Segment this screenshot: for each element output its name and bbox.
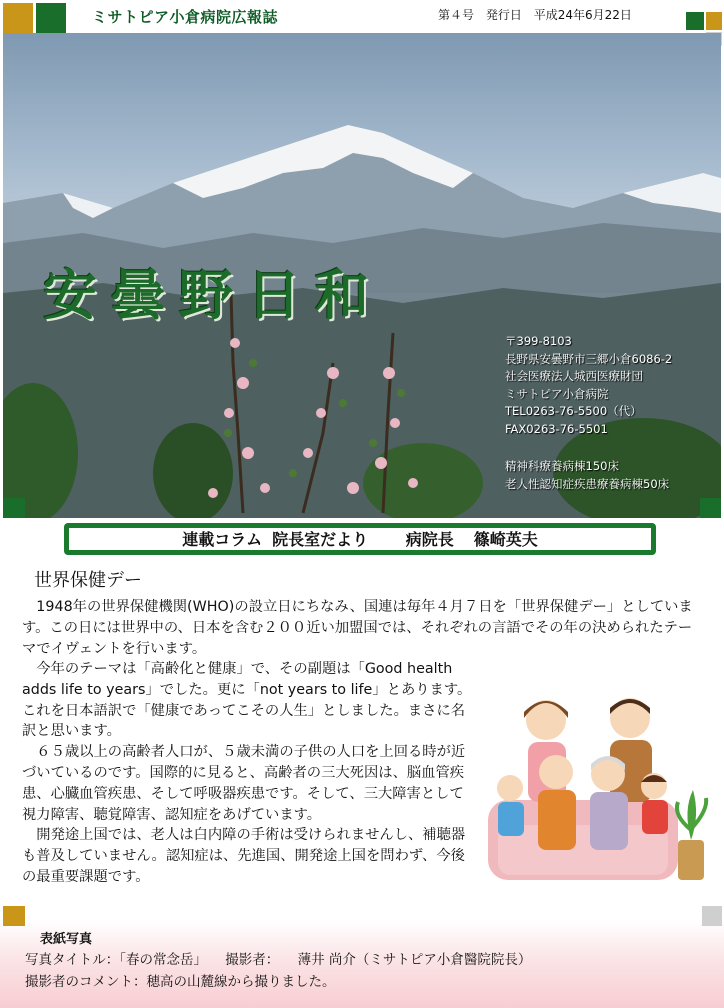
corner-deco-green-right — [686, 12, 704, 30]
bed-line: 精神科療養病棟150床 — [505, 459, 619, 473]
corner-deco-gold-bl — [3, 906, 25, 926]
cover-photo-title-line — [25, 948, 545, 968]
corner-deco-green — [36, 3, 66, 33]
photographer-comment: 撮影者のコメント：穂高の山麓線から撮りました。 — [25, 974, 336, 990]
column-series: 連載コラム — [182, 530, 263, 549]
cover-photo-credit — [0, 920, 724, 1008]
address-line: 〒399-8103 — [505, 334, 572, 348]
column-banner — [64, 523, 656, 555]
corner-deco-gold — [3, 3, 33, 33]
author-name: 篠崎英夫 — [473, 530, 538, 549]
illustration-spacer — [476, 680, 702, 900]
article-paragraph: ６５歳以上の高齢者人口が、５歳未満の子供の人口を上回る時が近づいているのです。国際的に見ると、高齢者の三大死因は、脳血管疾患、心臓血管疾患、そして呼吸器疾患です。そして、三大障害として視力障害、聴覚障害、認知症をあげています。 — [22, 744, 466, 823]
bed-line: 老人性認知症疾患療養病棟50床 — [505, 476, 670, 491]
address-line: TEL0263-76-5500（代） — [505, 404, 642, 418]
address-line: 社会医療法人城西医療財団 — [505, 369, 643, 383]
published-date: 平成24年6月22日 — [533, 8, 632, 22]
article-paragraph: 1948年の世界保健機関(WHO)の設立日にちなみ、国連は毎年４月７日を「世界保健デー」としています。この日には世界中の、日本を含む２００近い加盟国では、それぞれの言語でその年の決められたテーマでイヴェントを行います。 — [22, 599, 693, 657]
photographer-name: 薄井 尚介（ミサトピア小倉醫院院長） — [297, 952, 532, 968]
column-section: 院長室だより — [272, 530, 369, 549]
masthead-title: 安曇野日和 — [43, 263, 383, 327]
address-line: 長野県安曇野市三郷小倉6086-2 — [505, 351, 673, 366]
corner-deco-green-bl — [3, 498, 25, 518]
corner-deco-gray-br — [702, 906, 722, 926]
article-paragraph: 開発途上国では、老人は白内障の手術は受けられませんし、補聴器も普及していません。認知症は、先進国、開発途上国を問わず、今後の最重要課題です。 — [22, 827, 466, 885]
article-paragraph: 今年のテーマは「高齢化と健康」で、その副題は「Good health adds life to years」でした。更に「not years to life」とあります。これを日本語訳で「健康であってこその人生」としました。まさに名訳と思います。 — [22, 661, 472, 740]
article-heading: 世界保健デー — [34, 570, 142, 591]
cover-photo-title: 写真タイトル：「春の常念岳」 — [25, 952, 207, 968]
hospital-address — [505, 333, 672, 438]
issue-number: 第４号 — [438, 8, 475, 22]
bed-info — [505, 458, 669, 493]
published-label: 発行日 — [485, 8, 522, 22]
address-line: FAX0263-76-5501 — [505, 421, 608, 436]
cover-photo — [3, 33, 721, 518]
corner-deco-green-br — [700, 498, 721, 518]
author-role: 病院長 — [405, 530, 454, 549]
photographer-label: 撮影者： — [225, 952, 280, 968]
issue-info — [438, 6, 640, 23]
article-body-wrap — [22, 659, 702, 900]
corner-deco-gold-right — [706, 12, 722, 30]
publication-title: ミサトピア小倉病院広報誌 — [92, 8, 279, 26]
address-line: ミサトピア小倉病院 — [505, 386, 609, 401]
cover-photo-heading: 表紙写真 — [40, 932, 93, 947]
